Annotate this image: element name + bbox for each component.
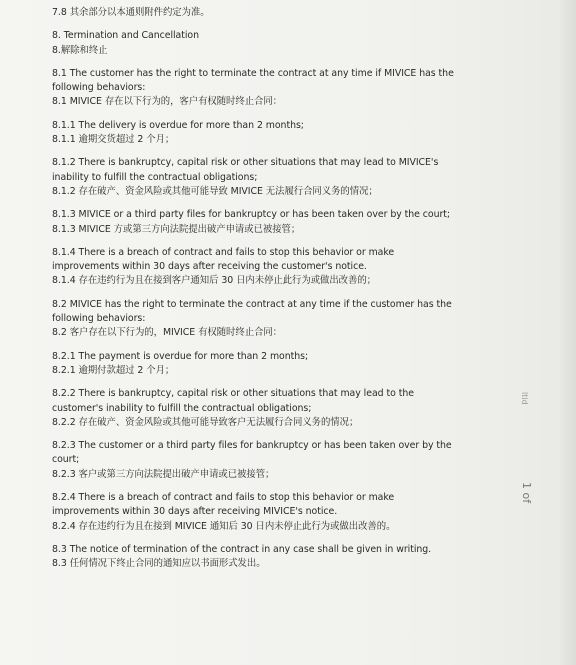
margin-mark-faint: ltid [520,392,529,405]
clause-8-1-2-zh: 8.1.2 存在破产、资金风险或其他可能导致 MIVICE 无法履行合同义务的情况； [52,185,378,197]
clause-8-2-4-en: 8.2.4 There is a breach of contract and fails to stop this behavior or make improvements within 30 days after receiving MIVICE's notice. [52,492,395,518]
clause-8-3-en: 8.3 The notice of termination of the contract in any case shall be given in writing. [52,543,432,555]
clause-8-2-1-zh: 8.2.1 逾期付款超过 2 个月； [52,364,175,376]
clause-8-2-1-en: 8.2.1 The payment is overdue for more than 2 months; [52,350,309,362]
clause-8-2-3-zh: 8.2.3 客户或第三方向法院提出破产申请或已被接管； [52,468,275,480]
clause-8-2-3-en: 8.2.3 The customer or a third party files for bankruptcy or has been taken over by the court; [52,440,452,466]
section-8-heading-zh: 8.解除和终止 [52,44,108,56]
clause-8-2-zh: 8.2 客户存在以下行为的，MIVICE 有权随时终止合同： [52,327,282,339]
clause-8-1-3-zh: 8.1.3 MIVICE 方或第三方向法院提出破产申请或已被接管； [52,223,301,235]
clause-8-1-1-zh: 8.1.1 逾期交货超过 2 个月； [52,134,175,146]
clause-8-1-4-en: 8.1.4 There is a breach of contract and fails to stop this behavior or make improvements within 30 days after receiving the customer's notice. [52,246,395,273]
clause-7-8-zh: 7.8 其余部分以本通则附件约定为准。 [52,7,210,18]
clause-8-2-2-en: 8.2.2 There is bankruptcy, capital risk or other situations that may lead to the customer's inability to fulfill the contractual obligations; [52,388,414,414]
clause-8-1-1-en: 8.1.1 The delivery is overdue for more than 2 months; [52,119,304,131]
clause-8-3-zh: 8.3 任何情况下终止合同的通知应以书面形式发出。 [52,558,266,570]
clause-8-1-zh: 8.1 MIVICE 存在以下行为的，客户有权随时终止合同： [52,96,282,108]
clause-8-1-4-zh: 8.1.4 存在违约行为且在接到客户通知后 30 日内未停止此行为或做出改善的； [52,275,376,287]
clause-8-1-3-en: 8.1.3 MIVICE or a third party files for bankruptcy or has been taken over by the court; [52,209,451,221]
clause-8-2-2-zh: 8.2.2 存在破产、资金风险或其他可能导致客户无法履行合同义务的情况； [52,416,359,428]
clause-8-1-en: 8.1 The customer has the right to terminate the contract at any time if MIVICE has the following behaviors: [52,67,454,94]
terms-text [52,6,462,572]
clause-8-2-4-zh: 8.2.4 存在违约行为且在接到 MIVICE 通知后 30 日内未停止此行为或做出改善的。 [52,520,396,532]
page-number-mark: 1 of [520,482,533,504]
clause-8-2-en: 8.2 MIVICE has the right to terminate the contract at any time if the customer has the following behaviors: [52,298,452,325]
section-8-heading-en: 8. Termination and Cancellation [52,30,200,42]
scan-edge-shadow [558,0,576,665]
clause-8-1-2-en: 8.1.2 There is bankruptcy, capital risk or other situations that may lead to MIVICE's inability to fulfill the contractual obligations; [52,157,439,183]
